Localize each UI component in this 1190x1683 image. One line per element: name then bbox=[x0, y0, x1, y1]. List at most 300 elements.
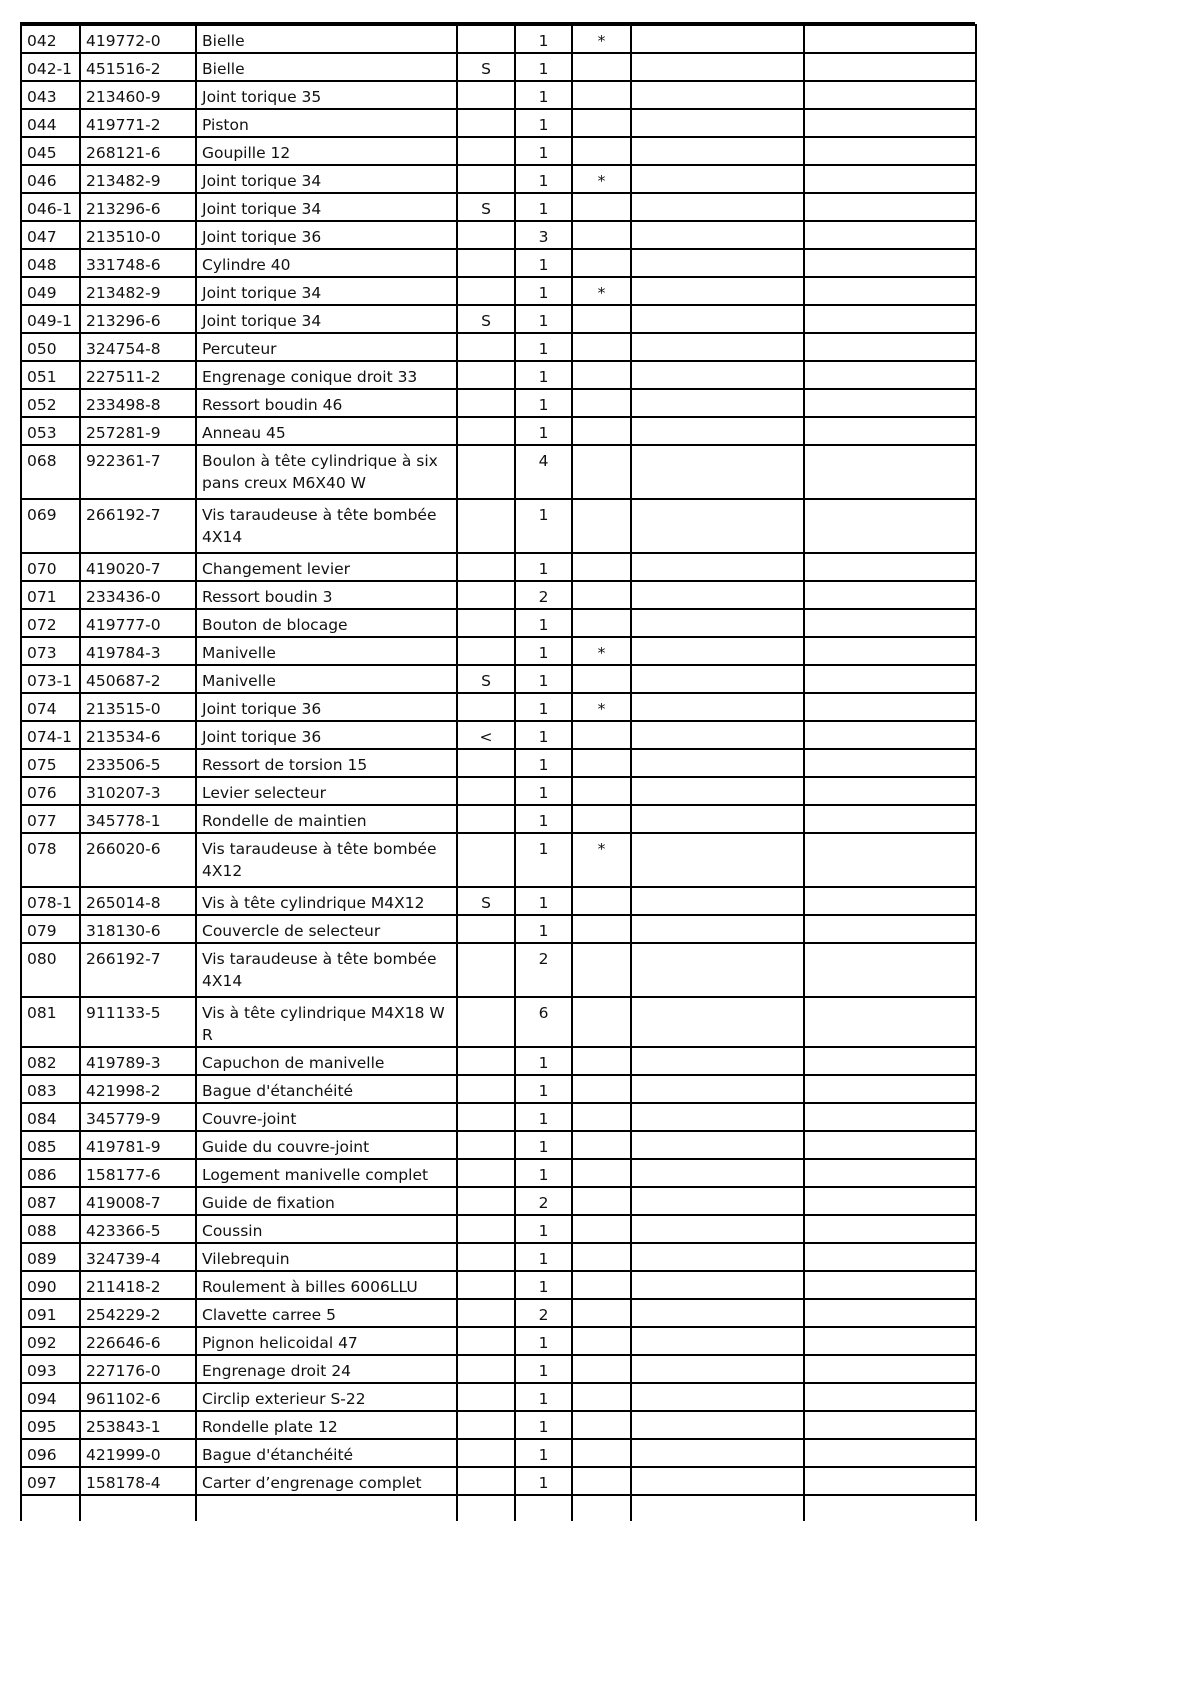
note-cell bbox=[572, 1075, 631, 1103]
empty-cell bbox=[572, 1495, 631, 1521]
empty-cell bbox=[631, 137, 804, 165]
empty-cell bbox=[804, 165, 976, 193]
description-cell: Roulement à billes 6006LLU bbox=[196, 1271, 457, 1299]
empty-cell bbox=[804, 833, 976, 887]
ref-cell: 043 bbox=[21, 81, 80, 109]
description-cell: Engrenage droit 24 bbox=[196, 1355, 457, 1383]
empty-cell bbox=[631, 389, 804, 417]
note-cell bbox=[572, 137, 631, 165]
ref-cell: 073-1 bbox=[21, 665, 80, 693]
empty-cell bbox=[631, 81, 804, 109]
empty-cell bbox=[804, 805, 976, 833]
description-cell: Bague d'étanchéité bbox=[196, 1075, 457, 1103]
quantity-cell: 1 bbox=[515, 1411, 572, 1439]
flag-cell bbox=[457, 109, 515, 137]
note-cell bbox=[572, 887, 631, 915]
ref-cell: 093 bbox=[21, 1355, 80, 1383]
description-cell: Cylindre 40 bbox=[196, 249, 457, 277]
empty-cell bbox=[631, 333, 804, 361]
part-number-cell: 254229-2 bbox=[80, 1299, 196, 1327]
empty-cell bbox=[631, 1299, 804, 1327]
quantity-cell: 1 bbox=[515, 553, 572, 581]
empty-cell bbox=[804, 137, 976, 165]
flag-cell bbox=[457, 1187, 515, 1215]
note-cell bbox=[572, 499, 631, 553]
part-number-cell: 450687-2 bbox=[80, 665, 196, 693]
table-row bbox=[21, 833, 976, 887]
table-row-empty bbox=[21, 1495, 976, 1521]
empty-cell bbox=[631, 1187, 804, 1215]
table-row bbox=[21, 943, 976, 997]
empty-cell bbox=[631, 1075, 804, 1103]
quantity-cell: 2 bbox=[515, 1187, 572, 1215]
empty-cell bbox=[804, 333, 976, 361]
empty-cell bbox=[631, 749, 804, 777]
ref-cell: 090 bbox=[21, 1271, 80, 1299]
flag-cell bbox=[457, 81, 515, 109]
note-cell bbox=[572, 305, 631, 333]
note-cell bbox=[572, 1271, 631, 1299]
empty-cell bbox=[457, 1495, 515, 1521]
description-cell: Rondelle de maintien bbox=[196, 805, 457, 833]
part-number-cell: 233436-0 bbox=[80, 581, 196, 609]
empty-cell bbox=[196, 1495, 457, 1521]
empty-cell bbox=[804, 1439, 976, 1467]
empty-cell bbox=[804, 445, 976, 499]
quantity-cell: 1 bbox=[515, 1159, 572, 1187]
empty-cell bbox=[631, 1271, 804, 1299]
description-cell: Manivelle bbox=[196, 665, 457, 693]
table-row bbox=[21, 499, 976, 553]
empty-cell bbox=[804, 25, 976, 53]
description-cell: Engrenage conique droit 33 bbox=[196, 361, 457, 389]
part-number-cell: 419784-3 bbox=[80, 637, 196, 665]
note-cell: * bbox=[572, 693, 631, 721]
empty-cell bbox=[631, 1383, 804, 1411]
ref-cell: 092 bbox=[21, 1327, 80, 1355]
ref-cell: 094 bbox=[21, 1383, 80, 1411]
ref-cell: 046-1 bbox=[21, 193, 80, 221]
quantity-cell: 1 bbox=[515, 389, 572, 417]
ref-cell: 084 bbox=[21, 1103, 80, 1131]
part-number-cell: 961102-6 bbox=[80, 1383, 196, 1411]
flag-cell bbox=[457, 1159, 515, 1187]
empty-cell bbox=[515, 1495, 572, 1521]
table-row bbox=[21, 1215, 976, 1243]
part-number-cell: 158177-6 bbox=[80, 1159, 196, 1187]
table-row bbox=[21, 693, 976, 721]
quantity-cell: 1 bbox=[515, 165, 572, 193]
flag-cell bbox=[457, 749, 515, 777]
part-number-cell: 253843-1 bbox=[80, 1411, 196, 1439]
quantity-cell: 3 bbox=[515, 221, 572, 249]
ref-cell: 076 bbox=[21, 777, 80, 805]
note-cell bbox=[572, 721, 631, 749]
note-cell bbox=[572, 417, 631, 445]
quantity-cell: 1 bbox=[515, 305, 572, 333]
empty-cell bbox=[804, 53, 976, 81]
empty-cell bbox=[631, 777, 804, 805]
empty-cell bbox=[804, 109, 976, 137]
ref-cell: 095 bbox=[21, 1411, 80, 1439]
ref-cell: 089 bbox=[21, 1243, 80, 1271]
description-cell: Ressort boudin 3 bbox=[196, 581, 457, 609]
empty-cell bbox=[804, 553, 976, 581]
description-cell: Guide de fixation bbox=[196, 1187, 457, 1215]
note-cell bbox=[572, 1103, 631, 1131]
flag-cell bbox=[457, 805, 515, 833]
ref-cell: 080 bbox=[21, 943, 80, 997]
empty-cell bbox=[631, 1159, 804, 1187]
description-cell: Joint torique 34 bbox=[196, 277, 457, 305]
part-number-cell: 233506-5 bbox=[80, 749, 196, 777]
description-cell: Circlip exterieur S-22 bbox=[196, 1383, 457, 1411]
ref-cell: 072 bbox=[21, 609, 80, 637]
flag-cell bbox=[457, 277, 515, 305]
ref-cell: 071 bbox=[21, 581, 80, 609]
empty-cell bbox=[631, 1103, 804, 1131]
quantity-cell: 1 bbox=[515, 721, 572, 749]
part-number-cell: 345778-1 bbox=[80, 805, 196, 833]
table-row bbox=[21, 1411, 976, 1439]
empty-cell bbox=[804, 361, 976, 389]
note-cell bbox=[572, 1299, 631, 1327]
quantity-cell: 1 bbox=[515, 1215, 572, 1243]
flag-cell bbox=[457, 997, 515, 1047]
ref-cell: 074-1 bbox=[21, 721, 80, 749]
empty-cell bbox=[804, 693, 976, 721]
table-row bbox=[21, 1103, 976, 1131]
note-cell bbox=[572, 609, 631, 637]
quantity-cell: 1 bbox=[515, 805, 572, 833]
empty-cell bbox=[631, 581, 804, 609]
ref-cell: 088 bbox=[21, 1215, 80, 1243]
part-number-cell: 213296-6 bbox=[80, 193, 196, 221]
table-row bbox=[21, 53, 976, 81]
empty-cell bbox=[631, 1243, 804, 1271]
part-number-cell: 233498-8 bbox=[80, 389, 196, 417]
ref-cell: 079 bbox=[21, 915, 80, 943]
quantity-cell: 1 bbox=[515, 1047, 572, 1075]
ref-cell: 077 bbox=[21, 805, 80, 833]
empty-cell bbox=[21, 1495, 80, 1521]
flag-cell bbox=[457, 1383, 515, 1411]
table-row bbox=[21, 887, 976, 915]
part-number-cell: 331748-6 bbox=[80, 249, 196, 277]
description-cell: Guide du couvre-joint bbox=[196, 1131, 457, 1159]
note-cell bbox=[572, 1215, 631, 1243]
empty-cell bbox=[804, 305, 976, 333]
quantity-cell: 1 bbox=[515, 499, 572, 553]
empty-cell bbox=[631, 53, 804, 81]
flag-cell bbox=[457, 25, 515, 53]
empty-cell bbox=[804, 1243, 976, 1271]
empty-cell bbox=[804, 1047, 976, 1075]
table-row bbox=[21, 277, 976, 305]
note-cell: * bbox=[572, 277, 631, 305]
empty-cell bbox=[631, 1439, 804, 1467]
note-cell bbox=[572, 445, 631, 499]
description-cell: Bague d'étanchéité bbox=[196, 1439, 457, 1467]
flag-cell bbox=[457, 249, 515, 277]
ref-cell: 048 bbox=[21, 249, 80, 277]
flag-cell bbox=[457, 389, 515, 417]
description-cell: Couvercle de selecteur bbox=[196, 915, 457, 943]
part-number-cell: 451516-2 bbox=[80, 53, 196, 81]
empty-cell bbox=[631, 221, 804, 249]
ref-cell: 049-1 bbox=[21, 305, 80, 333]
table-row bbox=[21, 997, 976, 1047]
empty-cell bbox=[631, 165, 804, 193]
flag-cell bbox=[457, 915, 515, 943]
empty-cell bbox=[804, 943, 976, 997]
table-row bbox=[21, 1159, 976, 1187]
table-row bbox=[21, 137, 976, 165]
quantity-cell: 6 bbox=[515, 997, 572, 1047]
table-row bbox=[21, 109, 976, 137]
table-row bbox=[21, 165, 976, 193]
description-cell: Vis à tête cylindrique M4X12 bbox=[196, 887, 457, 915]
description-cell: Ressort boudin 46 bbox=[196, 389, 457, 417]
quantity-cell: 2 bbox=[515, 1299, 572, 1327]
empty-cell bbox=[631, 915, 804, 943]
table-row bbox=[21, 1327, 976, 1355]
note-cell: * bbox=[572, 25, 631, 53]
flag-cell: S bbox=[457, 665, 515, 693]
table-row bbox=[21, 1271, 976, 1299]
note-cell bbox=[572, 109, 631, 137]
part-number-cell: 419772-0 bbox=[80, 25, 196, 53]
flag-cell bbox=[457, 1299, 515, 1327]
note-cell bbox=[572, 553, 631, 581]
quantity-cell: 1 bbox=[515, 609, 572, 637]
table-row bbox=[21, 1467, 976, 1495]
quantity-cell: 1 bbox=[515, 887, 572, 915]
ref-cell: 042-1 bbox=[21, 53, 80, 81]
empty-cell bbox=[631, 833, 804, 887]
part-number-cell: 227176-0 bbox=[80, 1355, 196, 1383]
table-row bbox=[21, 777, 976, 805]
part-number-cell: 345779-9 bbox=[80, 1103, 196, 1131]
quantity-cell: 1 bbox=[515, 1467, 572, 1495]
table-row bbox=[21, 915, 976, 943]
part-number-cell: 419020-7 bbox=[80, 553, 196, 581]
quantity-cell: 1 bbox=[515, 637, 572, 665]
table-row bbox=[21, 1075, 976, 1103]
note-cell: * bbox=[572, 637, 631, 665]
description-cell: Logement manivelle complet bbox=[196, 1159, 457, 1187]
table-row bbox=[21, 305, 976, 333]
description-cell: Percuteur bbox=[196, 333, 457, 361]
flag-cell: S bbox=[457, 193, 515, 221]
empty-cell bbox=[804, 1271, 976, 1299]
empty-cell bbox=[631, 553, 804, 581]
empty-cell bbox=[631, 445, 804, 499]
part-number-cell: 911133-5 bbox=[80, 997, 196, 1047]
ref-cell: 075 bbox=[21, 749, 80, 777]
description-cell: Rondelle plate 12 bbox=[196, 1411, 457, 1439]
empty-cell bbox=[804, 1075, 976, 1103]
ref-cell: 044 bbox=[21, 109, 80, 137]
quantity-cell: 1 bbox=[515, 109, 572, 137]
part-number-cell: 213482-9 bbox=[80, 277, 196, 305]
quantity-cell: 1 bbox=[515, 417, 572, 445]
description-cell: Joint torique 34 bbox=[196, 165, 457, 193]
description-cell: Levier selecteur bbox=[196, 777, 457, 805]
table-row bbox=[21, 361, 976, 389]
flag-cell bbox=[457, 417, 515, 445]
empty-cell bbox=[631, 805, 804, 833]
part-number-cell: 227511-2 bbox=[80, 361, 196, 389]
table-row bbox=[21, 805, 976, 833]
flag-cell bbox=[457, 333, 515, 361]
quantity-cell: 1 bbox=[515, 1327, 572, 1355]
description-cell: Anneau 45 bbox=[196, 417, 457, 445]
part-number-cell: 213534-6 bbox=[80, 721, 196, 749]
empty-cell bbox=[804, 777, 976, 805]
empty-cell bbox=[631, 109, 804, 137]
empty-cell bbox=[804, 81, 976, 109]
empty-cell bbox=[804, 915, 976, 943]
note-cell bbox=[572, 1243, 631, 1271]
note-cell bbox=[572, 1187, 631, 1215]
ref-cell: 081 bbox=[21, 997, 80, 1047]
quantity-cell: 1 bbox=[515, 249, 572, 277]
empty-cell bbox=[631, 249, 804, 277]
description-cell: Piston bbox=[196, 109, 457, 137]
note-cell bbox=[572, 1383, 631, 1411]
table-row bbox=[21, 221, 976, 249]
part-number-cell: 423366-5 bbox=[80, 1215, 196, 1243]
empty-cell bbox=[804, 193, 976, 221]
empty-cell bbox=[631, 1327, 804, 1355]
part-number-cell: 324754-8 bbox=[80, 333, 196, 361]
description-cell: Couvre-joint bbox=[196, 1103, 457, 1131]
part-number-cell: 213296-6 bbox=[80, 305, 196, 333]
ref-cell: 047 bbox=[21, 221, 80, 249]
quantity-cell: 1 bbox=[515, 1075, 572, 1103]
parts-table-body bbox=[21, 25, 976, 1521]
part-number-cell: 310207-3 bbox=[80, 777, 196, 805]
quantity-cell: 1 bbox=[515, 1103, 572, 1131]
empty-cell bbox=[631, 997, 804, 1047]
ref-cell: 078 bbox=[21, 833, 80, 887]
part-number-cell: 324739-4 bbox=[80, 1243, 196, 1271]
part-number-cell: 213510-0 bbox=[80, 221, 196, 249]
part-number-cell: 213460-9 bbox=[80, 81, 196, 109]
description-cell: Joint torique 34 bbox=[196, 305, 457, 333]
empty-cell bbox=[631, 721, 804, 749]
part-number-cell: 213482-9 bbox=[80, 165, 196, 193]
description-cell: Ressort de torsion 15 bbox=[196, 749, 457, 777]
empty-cell bbox=[804, 1103, 976, 1131]
empty-cell bbox=[631, 665, 804, 693]
empty-cell bbox=[804, 1131, 976, 1159]
table-row bbox=[21, 1299, 976, 1327]
empty-cell bbox=[631, 943, 804, 997]
ref-cell: 082 bbox=[21, 1047, 80, 1075]
note-cell bbox=[572, 53, 631, 81]
note-cell bbox=[572, 997, 631, 1047]
description-cell: Vis taraudeuse à tête bombée 4X12 bbox=[196, 833, 457, 887]
note-cell bbox=[572, 333, 631, 361]
description-cell: Vis taraudeuse à tête bombée 4X14 bbox=[196, 943, 457, 997]
flag-cell bbox=[457, 499, 515, 553]
flag-cell bbox=[457, 445, 515, 499]
empty-cell bbox=[804, 249, 976, 277]
note-cell bbox=[572, 915, 631, 943]
empty-cell bbox=[804, 749, 976, 777]
part-number-cell: 266020-6 bbox=[80, 833, 196, 887]
flag-cell bbox=[457, 165, 515, 193]
quantity-cell: 1 bbox=[515, 53, 572, 81]
quantity-cell: 1 bbox=[515, 1383, 572, 1411]
ref-cell: 087 bbox=[21, 1187, 80, 1215]
empty-cell bbox=[804, 1411, 976, 1439]
table-row bbox=[21, 445, 976, 499]
empty-cell bbox=[804, 1187, 976, 1215]
table-row bbox=[21, 581, 976, 609]
table-row bbox=[21, 749, 976, 777]
description-cell: Vis taraudeuse à tête bombée 4X14 bbox=[196, 499, 457, 553]
empty-cell bbox=[804, 389, 976, 417]
note-cell bbox=[572, 193, 631, 221]
note-cell bbox=[572, 1131, 631, 1159]
quantity-cell: 1 bbox=[515, 137, 572, 165]
part-number-cell: 419771-2 bbox=[80, 109, 196, 137]
description-cell: Joint torique 36 bbox=[196, 721, 457, 749]
note-cell bbox=[572, 249, 631, 277]
quantity-cell: 1 bbox=[515, 665, 572, 693]
note-cell bbox=[572, 581, 631, 609]
quantity-cell: 1 bbox=[515, 915, 572, 943]
quantity-cell: 1 bbox=[515, 361, 572, 389]
note-cell bbox=[572, 777, 631, 805]
quantity-cell: 1 bbox=[515, 693, 572, 721]
part-number-cell: 265014-8 bbox=[80, 887, 196, 915]
description-cell: Vilebrequin bbox=[196, 1243, 457, 1271]
empty-cell bbox=[804, 1495, 976, 1521]
quantity-cell: 1 bbox=[515, 777, 572, 805]
part-number-cell: 213515-0 bbox=[80, 693, 196, 721]
flag-cell bbox=[457, 1047, 515, 1075]
flag-cell bbox=[457, 1467, 515, 1495]
ref-cell: 051 bbox=[21, 361, 80, 389]
empty-cell bbox=[804, 221, 976, 249]
part-number-cell: 266192-7 bbox=[80, 499, 196, 553]
quantity-cell: 1 bbox=[515, 1131, 572, 1159]
quantity-cell: 1 bbox=[515, 81, 572, 109]
parts-table bbox=[20, 24, 977, 1521]
empty-cell bbox=[631, 693, 804, 721]
empty-cell bbox=[804, 637, 976, 665]
note-cell bbox=[572, 1439, 631, 1467]
flag-cell bbox=[457, 1131, 515, 1159]
quantity-cell: 1 bbox=[515, 25, 572, 53]
table-row bbox=[21, 193, 976, 221]
ref-cell: 097 bbox=[21, 1467, 80, 1495]
flag-cell bbox=[457, 553, 515, 581]
quantity-cell: 1 bbox=[515, 1439, 572, 1467]
empty-cell bbox=[631, 417, 804, 445]
flag-cell bbox=[457, 1243, 515, 1271]
part-number-cell: 419008-7 bbox=[80, 1187, 196, 1215]
quantity-cell: 2 bbox=[515, 581, 572, 609]
empty-cell bbox=[804, 277, 976, 305]
description-cell: Bielle bbox=[196, 53, 457, 81]
empty-cell bbox=[631, 1047, 804, 1075]
ref-cell: 078-1 bbox=[21, 887, 80, 915]
